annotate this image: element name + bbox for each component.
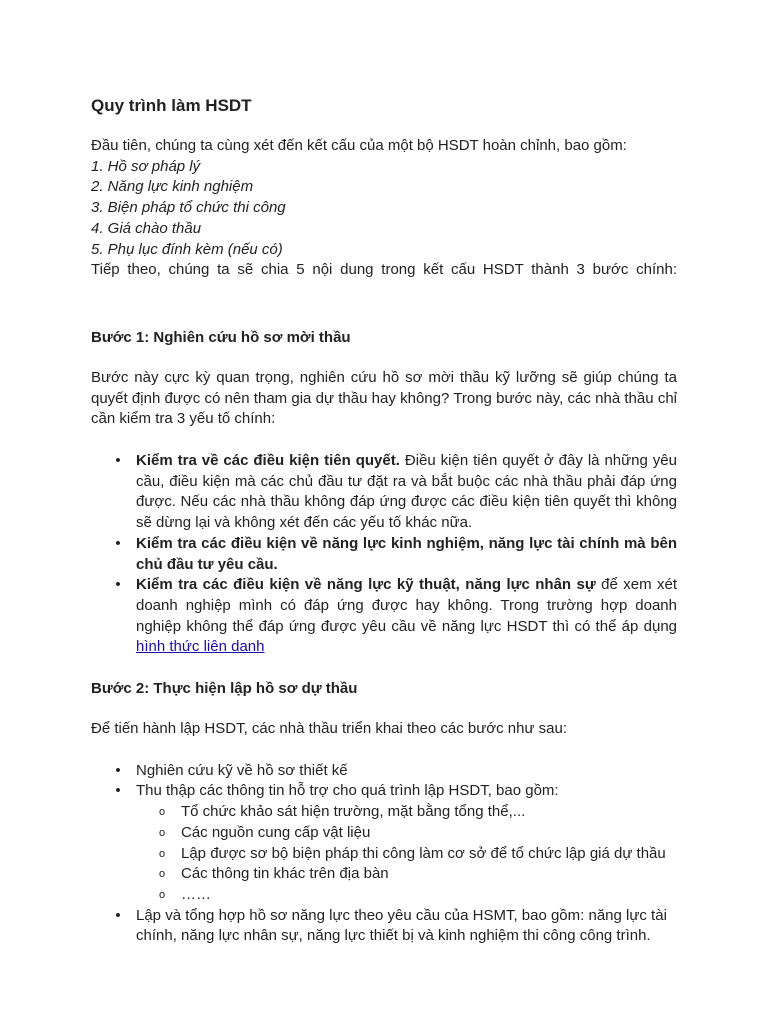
next-line-text: Tiếp theo, chúng ta sẽ chia 5 nội dung trong kết cấu HSDT thành 3 bước chính:	[91, 261, 677, 279]
bullet-dot-icon: •	[115, 576, 121, 594]
sub-list-item	[136, 823, 677, 844]
step1-bullet-list	[91, 451, 677, 658]
bullet-dot-icon: •	[115, 782, 121, 800]
sub-list-item	[136, 864, 677, 885]
step2-heading: Bước 2: Thực hiện lập hồ sơ dự thầu	[91, 680, 358, 698]
bullet-text: Điều kiện tiên quyết ở đây là những yêu cầu, điều kiện mà các chủ đầu tư đặt ra và bắt buộc các nhà thầu phải đáp ứng được. Nếu các nhà thầu không đáp ứng được các điều kiện tiên quyết thì không sẽ dừng lại và không xét đến các yếu tố khác nữa.	[136, 452, 677, 532]
step1-paragraph: Bước này cực kỳ quan trọng, nghiên cứu hồ sơ mời thầu kỹ lưỡng sẽ giúp chúng ta quyết định được có nên tham gia dự thầu hay không? Trong bước này, các nhà thầu chỉ cần kiểm tra 3 yếu tố chính:	[91, 368, 677, 428]
sub-bullet-text: ……	[181, 885, 211, 903]
list-item	[91, 451, 677, 534]
sub-list-item	[136, 885, 677, 906]
bullet-circle-icon: o	[158, 826, 166, 839]
component-item: 4. Giá chào thầu	[91, 219, 202, 237]
component-item: 2. Năng lực kinh nghiệm	[91, 178, 254, 196]
bullet-bold-text: Kiểm tra các điều kiện về năng lực kinh nghiệm, năng lực tài chính mà bên chủ đầu tư yêu cầu.	[136, 534, 677, 573]
list-item	[91, 781, 677, 905]
list-item	[91, 906, 677, 947]
bullet-bold-text: Kiểm tra các điều kiện về năng lực kỹ thuật, năng lực nhân sự	[136, 576, 596, 594]
step2-paragraph: Để tiến hành lập HSDT, các nhà thầu triển khai theo các bước như sau:	[91, 720, 568, 738]
bullet-dot-icon: •	[115, 534, 121, 552]
sub-bullet-list	[136, 802, 677, 906]
joint-venture-link[interactable]: hình thức liên danh	[136, 638, 265, 656]
bullet-bold-text: Kiểm tra về các điều kiện tiên quyết.	[136, 452, 400, 470]
list-item	[91, 575, 677, 658]
page-title: Quy trình làm HSDT	[91, 96, 252, 115]
document-content	[91, 94, 677, 947]
sub-bullet-text: Các thông tin khác trên địa bàn	[181, 865, 389, 883]
bullet-text: Nghiên cứu kỹ về hồ sơ thiết kế	[136, 761, 348, 779]
component-item: 3. Biện pháp tổ chức thi công	[91, 199, 286, 217]
bullet-dot-icon: •	[115, 452, 121, 470]
step1-heading: Bước 1: Nghiên cứu hồ sơ mời thầu	[91, 328, 351, 346]
list-item	[91, 761, 677, 782]
bullet-text: Thu thập các thông tin hỗ trợ cho quá trình lập HSDT, bao gồm:	[136, 782, 559, 800]
sub-bullet-text: Các nguồn cung cấp vật liệu	[181, 823, 371, 841]
sub-bullet-text: Lập được sơ bộ biện pháp thi công làm cơ sở để tổ chức lập giá dự thầu	[181, 844, 666, 862]
bullet-text: Lập và tổng hợp hồ sơ năng lực theo yêu cầu của HSMT, bao gồm: năng lực tài chính, năng lực nhân sự, năng lực thiết bị và kinh nghiệm thi công công trình.	[136, 906, 667, 945]
bullet-dot-icon: •	[115, 906, 121, 924]
list-item	[91, 534, 677, 575]
sub-list-item	[136, 802, 677, 823]
bullet-circle-icon: o	[158, 806, 166, 819]
component-item: 5. Phụ lục đính kèm (nếu có)	[91, 240, 283, 258]
bullet-text: để xem xét doanh nghiệp mình có đáp ứng được hay không. Trong trường hợp doanh nghiệp không thể đáp ứng được yêu cầu về năng lực HSDT thì có thể áp dụng	[136, 576, 677, 635]
bullet-circle-icon: o	[158, 868, 166, 881]
bullet-circle-icon: o	[158, 847, 166, 860]
step2-bullet-list	[91, 761, 677, 947]
intro-text: Đầu tiên, chúng ta cùng xét đến kết cấu của một bộ HSDT hoàn chỉnh, bao gồm:	[91, 137, 627, 154]
component-item: 1. Hồ sơ pháp lý	[91, 157, 201, 175]
sub-list-item	[136, 844, 677, 865]
bullet-dot-icon: •	[115, 761, 121, 779]
sub-bullet-text: Tổ chức khảo sát hiện trường, mặt bằng tổng thể,...	[181, 803, 526, 821]
bullet-circle-icon: o	[158, 888, 166, 901]
